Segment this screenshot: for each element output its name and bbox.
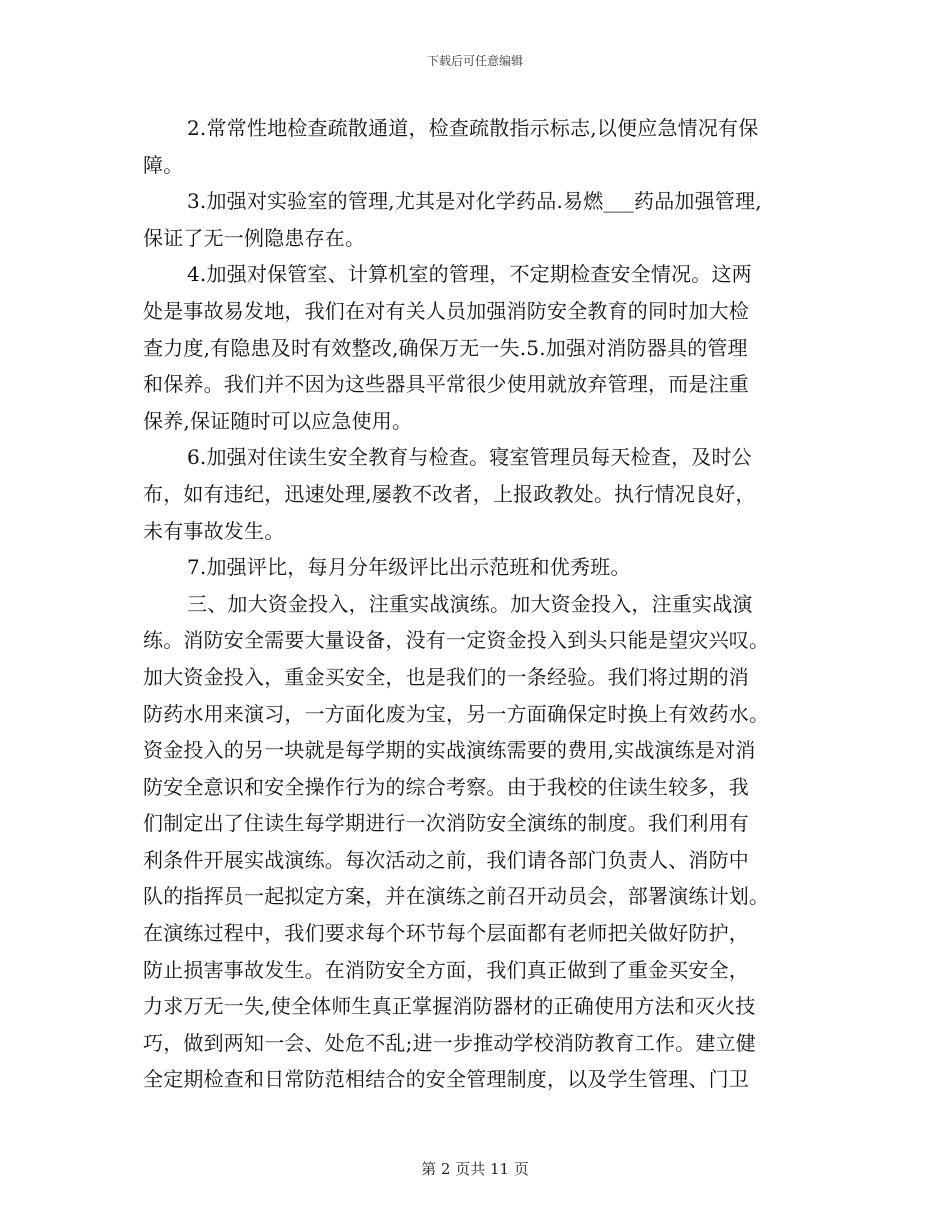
text-line: 保养,保证随时可以应急使用。 xyxy=(143,408,413,433)
text-line: 和保养。我们并不因为这些器具平常很少使用就放弃管理，而是注重 xyxy=(143,372,749,397)
text-line: 2.常常性地检查疏散通道，检查疏散指示标志,以便应急情况有保 xyxy=(187,116,759,140)
document-body xyxy=(143,110,808,1098)
text-line: 保证了无一例隐患存在。 xyxy=(143,225,366,250)
page-number-footer: 第 2 页共 11 页 xyxy=(421,1160,529,1178)
text-line: 障。 xyxy=(143,152,184,177)
text-line: 防安全意识和安全操作行为的综合考察。由于我校的住读生较多，我 xyxy=(143,774,749,799)
text-line: 加大资金投入，重金买安全，也是我们的一条经验。我们将过期的消 xyxy=(143,664,749,689)
page-header: 下载后可任意编辑 xyxy=(426,54,523,68)
text-line: 查力度,有隐患及时有效整改,确保万无一失.5.加强对消防器具的管理 xyxy=(143,335,748,360)
text-line: 队的指挥员一起拟定方案，并在演练之前召开动员会，部署演练计划。 xyxy=(143,884,770,909)
text-line: 资金投入的另一块就是每学期的实战演练需要的费用,实战演练是对消 xyxy=(143,738,756,763)
text-line: 们制定出了住读生每学期进行一次消防安全演练的制度。我们利用有 xyxy=(143,811,749,836)
text-line: 3.加强对实验室的管理,尤其是对化学药品.易燃___药品加强管理, xyxy=(187,189,762,214)
text-line: 防止损害事故发生。在消防安全方面，我们真正做到了重金买安全， xyxy=(143,957,749,982)
text-line: 全定期检查和日常防范相结合的安全管理制度，以及学生管理、门卫 xyxy=(143,1067,749,1092)
text-line: 6.加强对住读生安全教育与检查。寝室管理员每天检查，及时公 xyxy=(187,445,752,470)
text-line: 三、加大资金投入，注重实战演练。加大资金投入，注重实战演 xyxy=(187,591,753,616)
text-line: 利条件开展实战演练。每次活动之前，我们请各部门负责人、消防中 xyxy=(143,847,749,872)
text-line: 防药水用来演习，一方面化废为宝，另一方面确保定时换上有效药水。 xyxy=(143,701,770,726)
text-line: 4.加强对保管室、计算机室的管理，不定期检查安全情况。这两 xyxy=(187,262,752,287)
text-line: 练。消防安全需要大量设备，没有一定资金投入到头只能是望灾兴叹。 xyxy=(143,628,770,653)
text-line: 在演练过程中，我们要求每个环节每个层面都有老师把关做好防护， xyxy=(143,921,749,946)
text-line: 巧，做到两知一会、处危不乱;进一步推动学校消防教育工作。建立健 xyxy=(143,1030,756,1055)
text-line: 力求万无一失,使全体师生真正掌握消防器材的正确使用方法和灭火技 xyxy=(143,994,756,1019)
text-line: 布，如有违纪，迅速处理,屡教不改者，上报政教处。执行情况良好， xyxy=(143,481,756,506)
text-line: 未有事故发生。 xyxy=(143,518,285,543)
text-line: 处是事故易发地，我们在对有关人员加强消防安全教育的同时加大检 xyxy=(143,298,749,323)
text-line: 7.加强评比，每月分年级评比出示范班和优秀班。 xyxy=(187,555,631,580)
